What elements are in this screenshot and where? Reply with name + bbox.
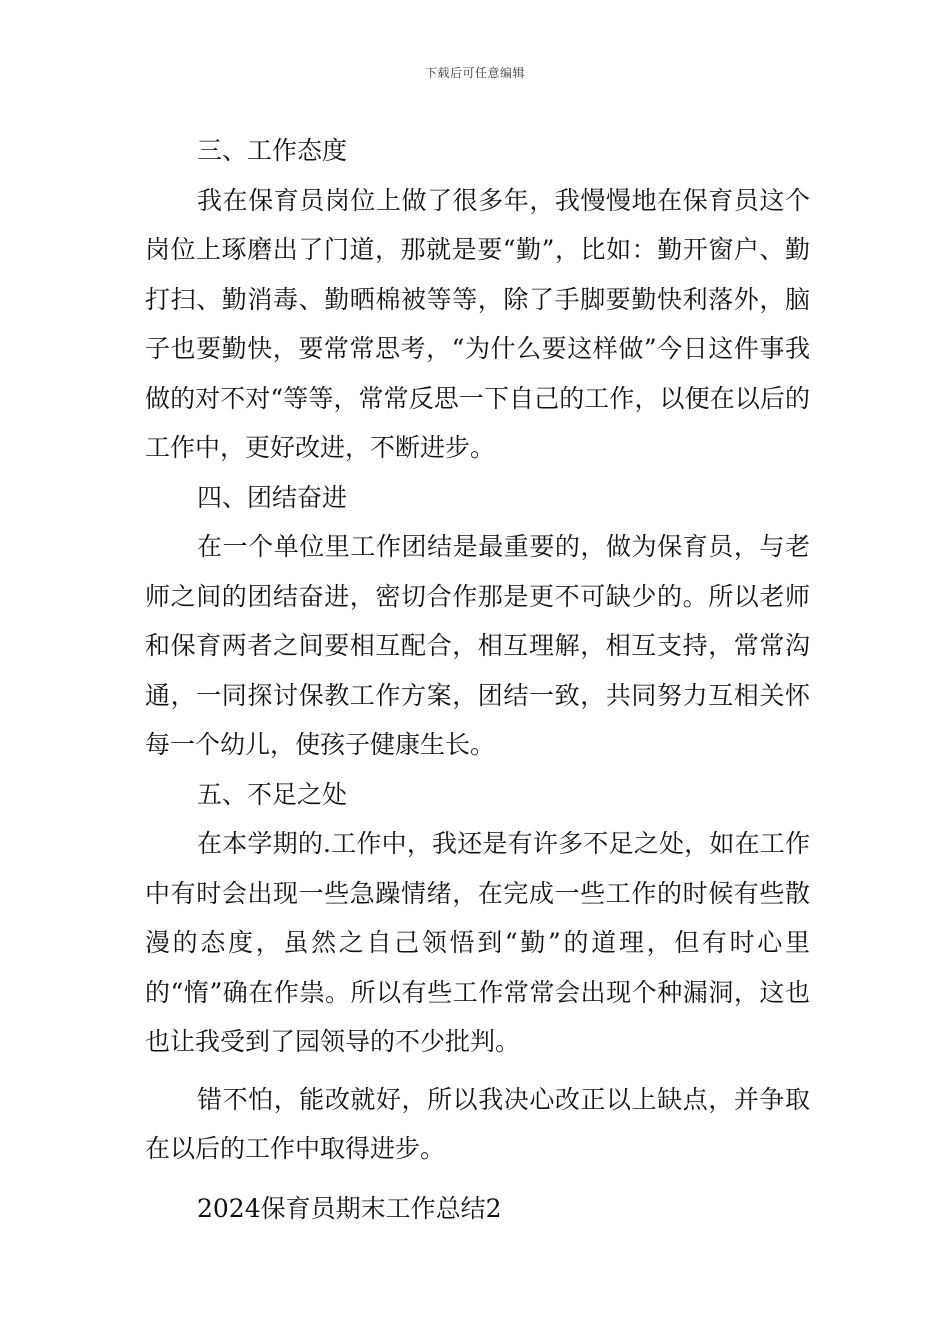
paragraph-attitude: 我在保育员岗位上做了很多年，我慢慢地在保育员这个岗位上琢磨出了门道，那就是要“勤”，比如：勤开窗户、勤打扫、勤消毒、勤晒棉被等等，除了手脚要勤快利落外，脑子也要勤快，要常常思考，“为什么要这样做”今日这件事我做的对不对“等等，常常反思一下自己的工作，以便在以后的工作中，更好改进，不断进步。 [145,185,810,462]
page-header-note: 下载后可任意编辑 [424,66,525,80]
document-subtitle: 2024保育员期末工作总结2 [197,1193,502,1223]
paragraph-unity: 在一个单位里工作团结是最重要的，做为保育员，与老师之间的团结奋进，密切合作那是更不可缺少的。所以老师和保育两者之间要相互配合，相互理解，相互支持，常常沟通，一同探讨保教工作方案，团结一致，共同努力互相关怀每一个幼儿，使孩子健康生长。 [145,532,810,759]
document-body [145,126,810,1233]
paragraph-shortcomings: 在本学期的.工作中，我还是有许多不足之处，如在工作中有时会出现一些急躁情绪，在完成一些工作的时候有些散漫的态度，虽然之自己领悟到“勤”的道理，但有时心里的“惰”确在作祟。所以有些工作常常会出现个种漏洞，这也也让我受到了园领导的不少批判。 [145,829,810,1056]
section-heading-attitude: 三、工作态度 [197,136,348,165]
section-heading-shortcomings: 五、不足之处 [197,779,348,809]
paragraph-resolution: 错不怕，能改就好，所以我决心改正以上缺点，并争取在以后的工作中取得进步。 [145,1084,810,1163]
section-heading-unity: 四、团结奋进 [197,482,348,512]
